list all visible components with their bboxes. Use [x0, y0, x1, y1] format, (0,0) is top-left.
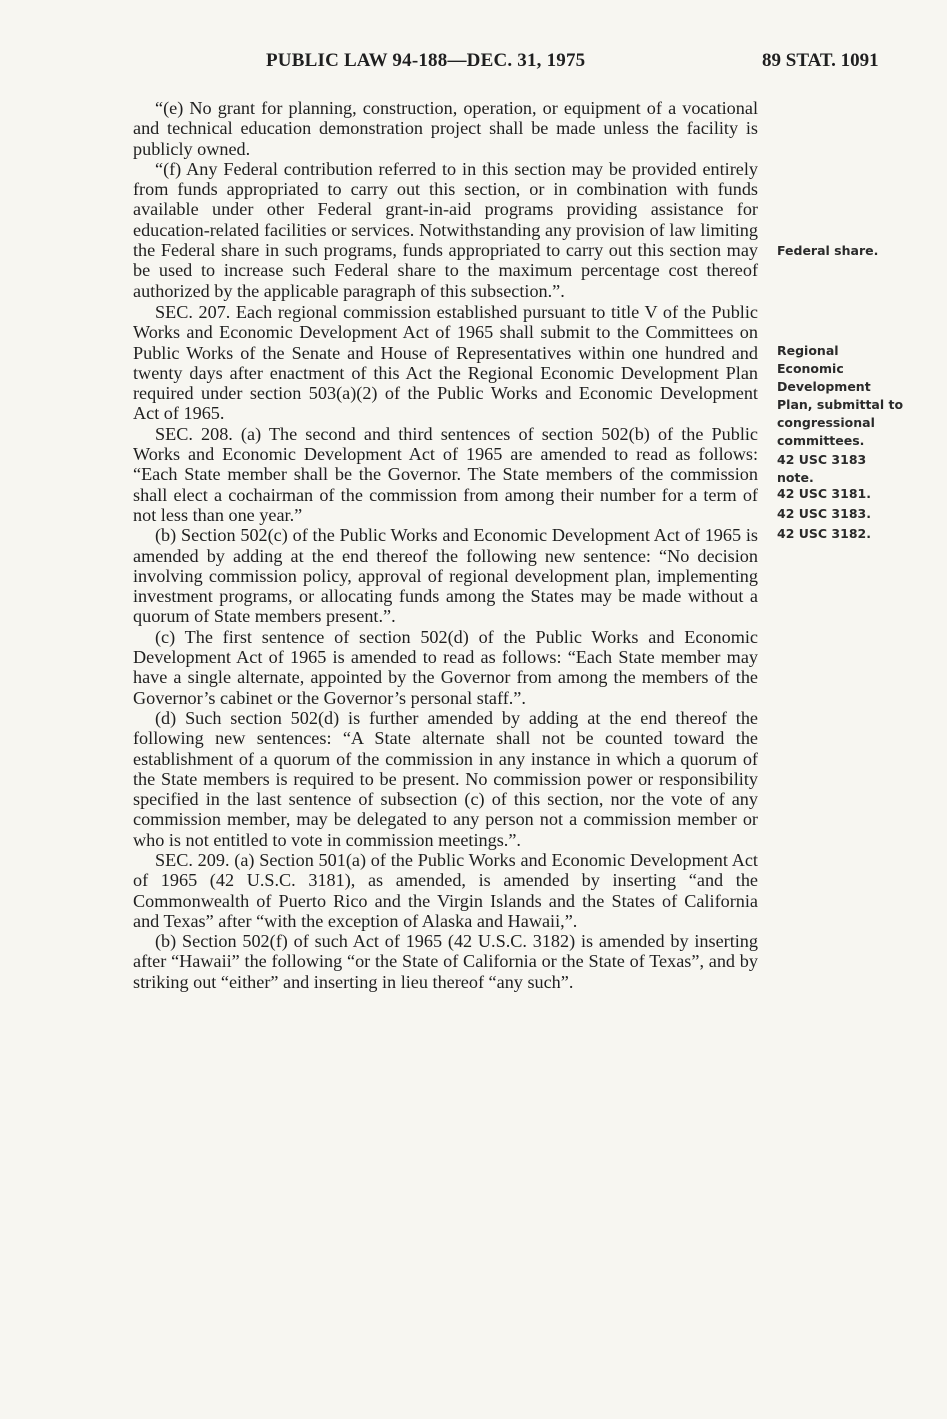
running-header-title: PUBLIC LAW 94-188—DEC. 31, 1975 [266, 50, 586, 71]
margin-note-federal-share: Federal share. [777, 243, 879, 258]
margin-note-line: congressional [777, 415, 875, 430]
section-209-a: SEC. 209. (a) Section 501(a) of the Public Works and Economic Development Act of 1965 (42 U.S.C. 3181), as amended, is amended by inserting “and the Commonwealth of Puerto Rico and the Virgin Islands and the States of California and Texas” after “with the exception of Alaska and Hawaii,”. [133, 849, 758, 931]
usc-ref-3183: 42 USC 3183. [777, 506, 871, 521]
margin-note-usc-refs [777, 484, 937, 544]
section-208-d: (d) Such section 502(d) is further amended by adding at the end thereof the following new sentences: “A State alternate shall not be counted toward the establishment of a quorum of the commission in any instance in which a quorum of the State members is required to be present. No commission power or responsibility specified in the last sentence of subsection (c) of this section, nor the vote of any commission member, may be delegated to any person not a commission member or who is not entitled to vote in commission meetings.”. [133, 707, 758, 850]
usc-ref-3181: 42 USC 3181. [777, 486, 871, 501]
section-208-b: (b) Section 502(c) of the Public Works and Economic Development Act of 1965 is amended by adding at the end thereof the following new sentence: “No decision involving commission policy, approval of regional development plan, implementing investment programs, or allocating funds among the States may be made without a quorum of State members present.”. [133, 525, 758, 627]
margin-note-line: Economic [777, 361, 844, 376]
section-209-b: (b) Section 502(f) of such Act of 1965 (42 U.S.C. 3182) is amended by inserting after “Hawaii” the following “or the State of California or the State of Texas”, and by striking out “either” and inserting in lieu thereof “any such”. [133, 931, 758, 992]
margin-note-line: Plan, submittal to [777, 397, 904, 412]
paragraph-e: “(e) No grant for planning, construction, operation, or equipment of a vocational and technical education demonstration project shall be made unless the facility is publicly owned. [133, 98, 758, 159]
margin-note-line: 42 USC 3183 [777, 452, 867, 467]
paragraph-f: “(f) Any Federal contribution referred to in this section may be provided entirely from funds appropriated to carry out this section, or in combination with funds available under other Federal grant-in-aid programs providing assistance for education-related facilities or services. Notwithstanding any provision of law limiting the Federal share in such programs, funds appropriated to carry out this section may be used to increase such Federal share to the maximum percentage cost thereof authorized by the applicable paragraph of this subsection.”. [133, 158, 758, 301]
usc-ref-3182: 42 USC 3182. [777, 526, 871, 541]
margin-note-regional-plan [777, 342, 937, 487]
section-208-c: (c) The first sentence of section 502(d) of the Public Works and Economic Development Act of 1965 is amended to read as follows: “Each State member may have a single alternate, appointed by the Governor from among the members of the Governor’s cabinet or the Governor’s personal staff.”. [133, 626, 758, 708]
margin-note-line: note. [777, 470, 814, 485]
section-208-a: SEC. 208. (a) The second and third sentences of section 502(b) of the Public Works and Economic Development Act of 1965 are amended to read as follows: “Each State member shall be the Governor. The State members of the commission shall elect a cochairman of the commission from among their number for a term of not less than one year.” [133, 423, 758, 525]
law-text-body [133, 98, 758, 992]
margin-note-line: Development [777, 379, 871, 394]
section-207: SEC. 207. Each regional commission established pursuant to title V of the Public Works and Economic Development Act of 1965 shall submit to the Committees on Public Works of the Senate and House of Representatives within one hundred and twenty days after enactment of this Act the Regional Economic Development Plan required under section 503(a)(2) of the Public Works and Economic Development Act of 1965. [133, 301, 758, 424]
statute-page-number: 89 STAT. 1091 [762, 50, 879, 71]
margin-note-line: committees. [777, 433, 865, 448]
margin-note-line: Regional [777, 343, 839, 358]
